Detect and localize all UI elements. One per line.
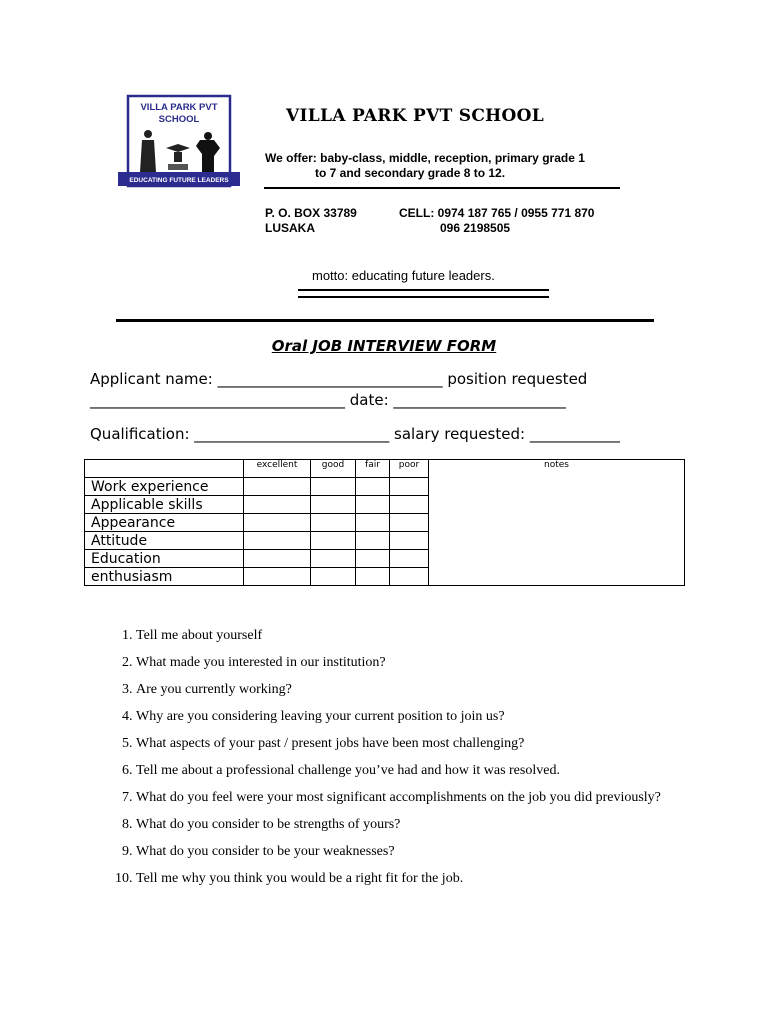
criterion-attitude: Attitude xyxy=(85,532,244,550)
position-date-line: __________________________________ date: _______________________ xyxy=(90,391,566,409)
school-address xyxy=(265,206,357,236)
header-poor: poor xyxy=(390,460,429,478)
question-item: 10. Tell me why you think you would be a right fit for the job. xyxy=(136,865,736,892)
rating-cell[interactable] xyxy=(244,550,311,568)
criterion-work-experience: Work experience xyxy=(85,478,244,496)
rating-cell[interactable] xyxy=(356,550,390,568)
rating-cell[interactable] xyxy=(356,514,390,532)
motto-divider-2 xyxy=(298,296,549,298)
rating-cell[interactable] xyxy=(356,496,390,514)
criterion-applicable-skills: Applicable skills xyxy=(85,496,244,514)
rating-cell[interactable] xyxy=(244,478,311,496)
question-item: 9. What do you consider to be your weaknesses? xyxy=(136,838,736,865)
offer-line-2: to 7 and secondary grade 8 to 12. xyxy=(315,166,506,180)
question-item: 8. What do you consider to be strengths of yours? xyxy=(136,811,736,838)
rating-cell[interactable] xyxy=(311,550,356,568)
rating-cell[interactable] xyxy=(390,550,429,568)
question-item: 1. Tell me about yourself xyxy=(136,622,736,649)
criterion-appearance: Appearance xyxy=(85,514,244,532)
school-phone xyxy=(399,206,594,236)
cell-line-1: CELL: 0974 187 765 / 0955 771 870 xyxy=(399,206,595,220)
motto-divider-1 xyxy=(298,289,549,291)
header-good: good xyxy=(311,460,356,478)
school-motto: motto: educating future leaders. xyxy=(312,268,495,283)
criterion-enthusiasm: enthusiasm xyxy=(85,568,244,586)
header-notes: notes xyxy=(429,460,685,586)
page-divider xyxy=(116,319,654,322)
logo-banner: EDUCATING FUTURE LEADERS xyxy=(129,177,229,184)
header-fair: fair xyxy=(356,460,390,478)
rating-cell[interactable] xyxy=(244,496,311,514)
rating-cell[interactable] xyxy=(390,532,429,550)
question-item: 7. What do you feel were your most significant accomplishments on the job you did previously? xyxy=(136,784,736,811)
rating-cell[interactable] xyxy=(311,514,356,532)
rating-cell[interactable] xyxy=(311,478,356,496)
rating-cell[interactable] xyxy=(244,568,311,586)
question-item: 3. Are you currently working? xyxy=(136,676,736,703)
rating-cell[interactable] xyxy=(356,478,390,496)
school-logo xyxy=(116,94,242,204)
school-offer xyxy=(265,151,585,181)
school-name: VILLA PARK PVT SCHOOL xyxy=(286,106,544,126)
rating-cell[interactable] xyxy=(356,568,390,586)
rating-cell[interactable] xyxy=(244,532,311,550)
rating-cell[interactable] xyxy=(244,514,311,532)
rating-cell[interactable] xyxy=(390,514,429,532)
criterion-education: Education xyxy=(85,550,244,568)
logo-title: VILLA PARK PVT xyxy=(140,102,218,113)
rating-cell[interactable] xyxy=(311,496,356,514)
question-item: 6. Tell me about a professional challenge you’ve had and how it was resolved. xyxy=(136,757,736,784)
logo-title-2: SCHOOL xyxy=(158,114,200,125)
header-divider xyxy=(264,187,620,189)
cell-line-2: 096 2198505 xyxy=(440,221,511,235)
address-line-2: LUSAKA xyxy=(265,221,315,235)
question-item: 5. What aspects of your past / present jobs have been most challenging? xyxy=(136,730,736,757)
rating-cell[interactable] xyxy=(390,496,429,514)
rating-cell[interactable] xyxy=(356,532,390,550)
address-line-1: P. O. BOX 33789 xyxy=(265,206,357,220)
rating-cell[interactable] xyxy=(311,532,356,550)
header-excellent: excellent xyxy=(244,460,311,478)
offer-line-1: We offer: baby-class, middle, reception, primary grade 1 xyxy=(265,151,585,165)
qualification-salary-line: Qualification: __________________________ salary requested: ____________ xyxy=(90,425,620,443)
rating-table xyxy=(84,459,685,586)
interview-questions xyxy=(100,622,736,892)
rating-cell[interactable] xyxy=(311,568,356,586)
question-item: 2. What made you interested in our institution? xyxy=(136,649,736,676)
applicant-name-line: Applicant name: ______________________________ position requested xyxy=(90,370,588,388)
rating-cell[interactable] xyxy=(390,568,429,586)
table-header-row xyxy=(85,460,685,478)
rating-cell[interactable] xyxy=(390,478,429,496)
question-item: 4. Why are you considering leaving your current position to join us? xyxy=(136,703,736,730)
header-criteria xyxy=(85,460,244,478)
form-title: Oral JOB INTERVIEW FORM xyxy=(271,337,497,355)
